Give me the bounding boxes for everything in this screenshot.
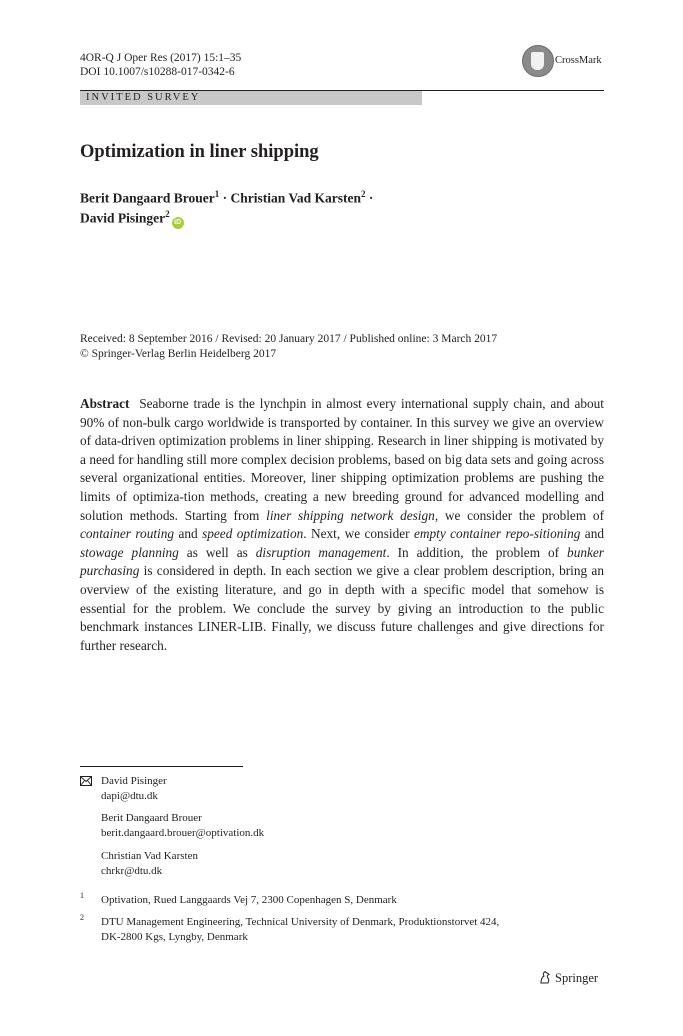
affil-ref: 2 (361, 189, 366, 199)
affil-ref: 1 (214, 189, 220, 199)
abstract-text: as well as (178, 544, 256, 560)
author-separator: · (219, 190, 231, 206)
contact-email[interactable]: berit.dangaard.brouer@optivation.dk (101, 827, 265, 839)
abstract-text: . In addition, the problem of (386, 544, 568, 560)
publication-dates: Received: 8 September 2016 / Revised: 20 January 2017 / Published online: 3 March 2017 (80, 333, 498, 345)
affiliation-text: Optivation, Rued Langgaards Vej 7, 2300 Copenhagen S, Denmark (101, 894, 397, 906)
envelope-icon (80, 776, 92, 786)
affiliation-text: DTU Management Engineering, Technical University of Denmark, Produktionstorvet 424, (101, 916, 500, 928)
footnote-rule (80, 766, 243, 767)
publisher-name: Springer (555, 971, 599, 985)
abstract-emph: container routing (80, 526, 175, 542)
contact-name: Berit Dangaard Brouer (101, 812, 202, 824)
article-title: Optimization in liner shipping (80, 142, 319, 162)
abstract-text: and (174, 526, 203, 542)
abstract-text: and (580, 526, 605, 542)
affil-ref: 2 (165, 209, 170, 219)
affiliation-text: DK-2800 Kgs, Lyngby, Denmark (101, 931, 248, 943)
doi[interactable]: DOI 10.1007/s10288-017-0342-6 (80, 66, 235, 78)
contact-email[interactable]: dapi@dtu.dk (101, 790, 158, 802)
abstract-emph: speed optimization (202, 526, 304, 542)
section-label: INVITED SURVEY (80, 91, 422, 105)
author-separator: · (365, 190, 374, 206)
abstract-emph: liner shipping network design (266, 507, 435, 523)
abstract-text: . Next, we consider (303, 526, 414, 542)
author-brouer[interactable]: Berit Dangaard Brouer (80, 190, 215, 206)
crossmark-badge[interactable] (522, 45, 610, 79)
author-pisinger[interactable]: David Pisinger (80, 210, 166, 226)
contact-name: David Pisinger (101, 775, 167, 787)
contact-email[interactable]: chrkr@dtu.dk (101, 865, 163, 877)
journal-citation: 4OR-Q J Oper Res (2017) 15:1–35 (80, 52, 242, 64)
orcid-icon[interactable]: iD (172, 217, 184, 229)
abstract-text: is considered in depth. In each section we give a clear problem description, bring an overview of the existing literature, and go in depth with a specific model that somehow is essential for the problem. We conclude the survey by giving an introduction to the public benchmark instances LINER-LIB. Finally, we discuss future challenges and give directions for further research. (80, 563, 604, 653)
abstract-label: Abstract (80, 396, 130, 411)
affiliation-number: 1 (80, 891, 84, 900)
contact-name: Christian Vad Karsten (101, 850, 198, 862)
abstract-text: , we consider the problem of (434, 507, 604, 523)
abstract (80, 395, 604, 655)
publisher-logo (538, 970, 598, 986)
springer-horse-icon (538, 970, 552, 984)
abstract-emph: empty container repo-sitioning (413, 526, 581, 542)
author-line-2 (80, 209, 184, 229)
abstract-text: Seaborne trade is the lynchpin in almost every international supply chain, and about 90% of non-bulk cargo worldwide is transported by container. In this survey we give an overview of data-driven optimization problems in liner shipping. Research in liner shipping is motivated by a need for handling still more complex decision problems, based on big data sets and going across several organizational entities. Moreover, liner shipping optimization problems are pushing the limits of optimiza-tion methods, creating a new breeding ground for advanced modelling and solution methods. Starting from (80, 396, 604, 523)
crossmark-icon (522, 45, 554, 77)
abstract-emph: bunker purchasing (80, 544, 604, 579)
affiliation-number: 2 (80, 913, 84, 922)
abstract-emph: stowage planning (80, 544, 179, 560)
author-line-1 (80, 189, 373, 207)
author-karsten[interactable]: Christian Vad Karsten (230, 190, 362, 206)
copyright: © Springer-Verlag Berlin Heidelberg 2017 (80, 348, 277, 360)
abstract-emph: disruption management (255, 544, 387, 560)
crossmark-label: CrossMark (555, 55, 602, 66)
